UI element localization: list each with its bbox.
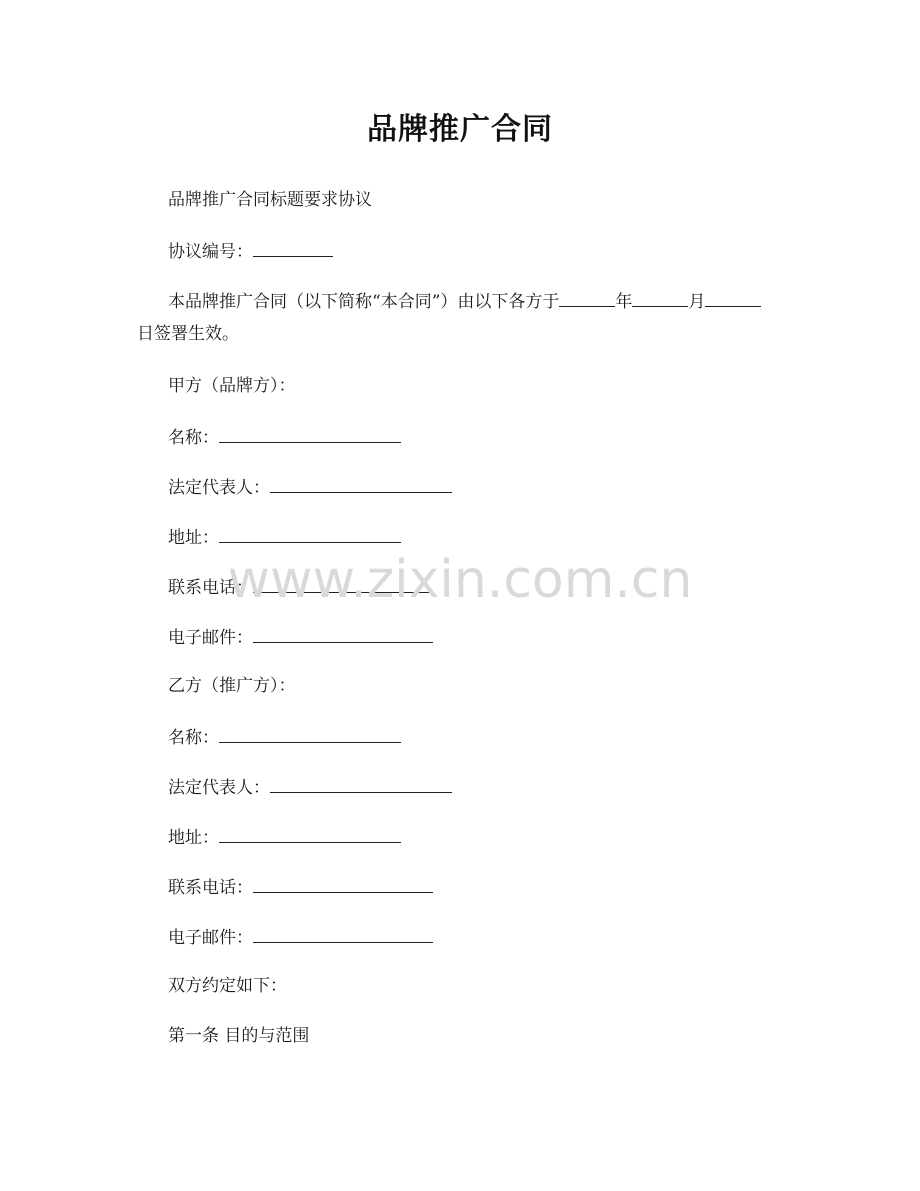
- intro-text: 本品牌推广合同（以下简称“本合同”）由以下各方于: [168, 292, 560, 312]
- year-blank: [559, 288, 615, 307]
- party-b-email-label: 电子邮件：: [168, 928, 253, 948]
- party-a-phone-label: 联系电话：: [168, 578, 253, 598]
- intro-year-label: 年: [615, 292, 633, 312]
- intro-line-1: [168, 288, 761, 314]
- agreement-number-line: [168, 238, 333, 264]
- party-a-rep-blank: [270, 474, 452, 493]
- party-a-email-line: [168, 624, 433, 650]
- party-b-name-blank: [219, 724, 401, 743]
- party-b-rep-label: 法定代表人：: [168, 778, 270, 798]
- party-b-address-blank: [219, 824, 401, 843]
- day-blank: [705, 288, 761, 307]
- party-b-heading: 乙方（推广方）：: [168, 676, 296, 696]
- party-b-phone-blank: [253, 874, 433, 893]
- intro-line-2: 日签署生效。: [137, 324, 239, 344]
- party-a-phone-blank: [253, 574, 433, 593]
- party-a-address-label: 地址：: [168, 528, 219, 548]
- party-b-address-label: 地址：: [168, 828, 219, 848]
- party-a-address-blank: [219, 524, 401, 543]
- party-a-name-label: 名称：: [168, 428, 219, 448]
- party-b-rep-line: [168, 774, 452, 800]
- month-blank: [632, 288, 688, 307]
- party-a-rep-line: [168, 474, 452, 500]
- document-title: 品牌推广合同: [367, 112, 553, 147]
- party-a-email-blank: [253, 624, 433, 643]
- intro-month-label: 月: [688, 292, 706, 312]
- agreement-number-blank: [253, 238, 333, 257]
- agreement-line: 双方约定如下：: [168, 976, 287, 996]
- party-b-email-blank: [253, 924, 433, 943]
- party-b-name-line: [168, 724, 401, 750]
- watermark: www.zixin.com.cn: [227, 550, 693, 610]
- party-b-address-line: [168, 824, 401, 850]
- party-b-phone-line: [168, 874, 433, 900]
- party-b-email-line: [168, 924, 433, 950]
- party-a-phone-line: [168, 574, 433, 600]
- party-a-name-line: [168, 424, 401, 450]
- article-1-heading: 第一条 目的与范围: [168, 1026, 310, 1046]
- party-b-rep-blank: [270, 774, 452, 793]
- party-b-name-label: 名称：: [168, 728, 219, 748]
- party-b-phone-label: 联系电话：: [168, 878, 253, 898]
- party-a-heading: 甲方（品牌方）：: [168, 376, 296, 396]
- subtitle-line: 品牌推广合同标题要求协议: [168, 190, 372, 210]
- party-a-rep-label: 法定代表人：: [168, 478, 270, 498]
- party-a-name-blank: [219, 424, 401, 443]
- agreement-number-label: 协议编号：: [168, 242, 253, 262]
- party-a-email-label: 电子邮件：: [168, 628, 253, 648]
- party-a-address-line: [168, 524, 401, 550]
